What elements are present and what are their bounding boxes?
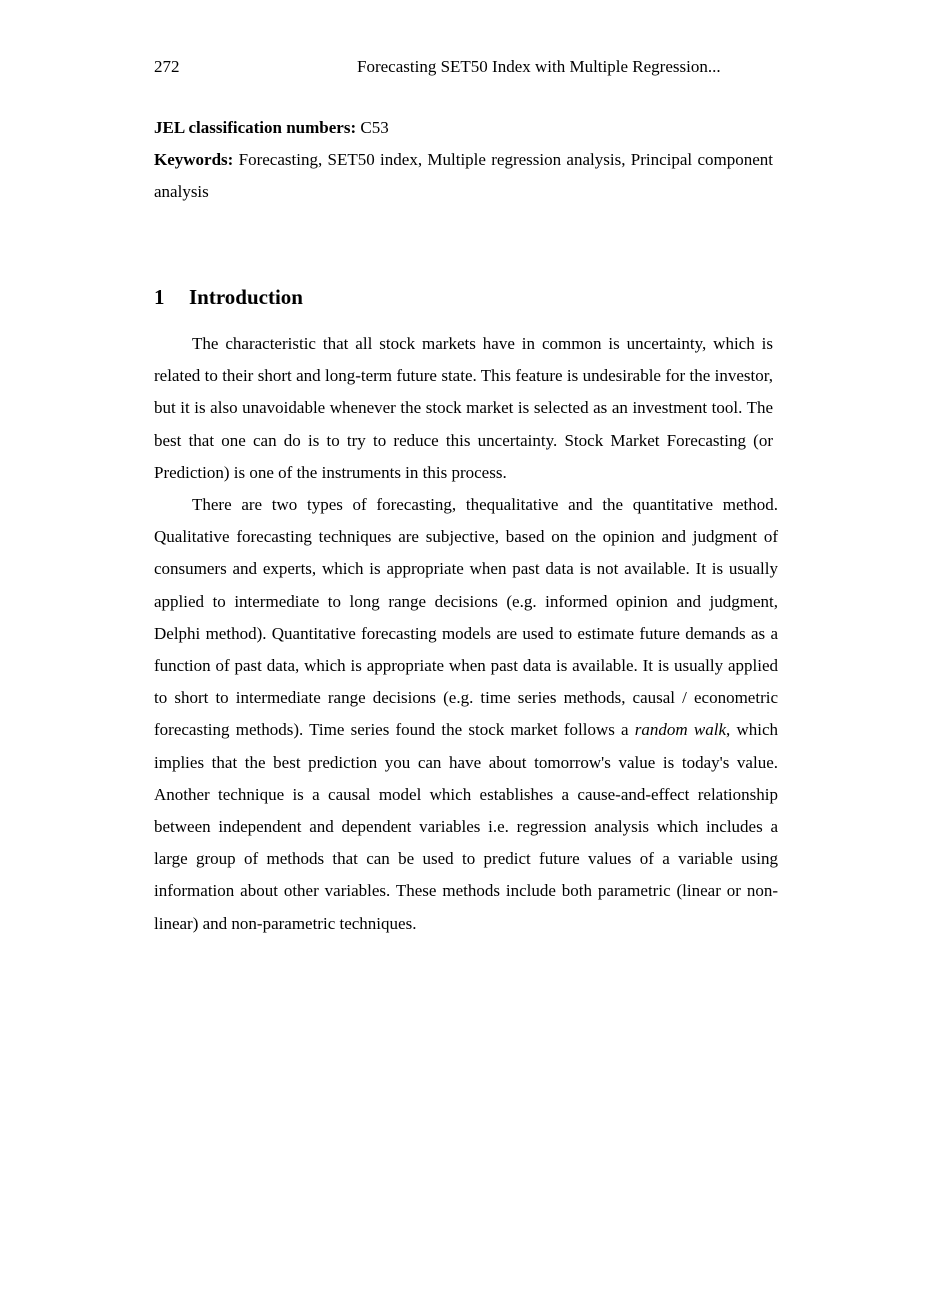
keywords-label: Keywords: — [154, 150, 234, 169]
page-number: 272 — [154, 57, 180, 76]
paragraph-2-italic-term: random walk — [634, 720, 726, 740]
keywords — [154, 144, 773, 208]
paragraph-2-part-2: , which implies that the best prediction you can have about tomorrow's value is today's value. Another technique is a causal model which establishes a cause-and-effect relationship between independent and dependent variables i.e. regression analysis which includes a large group of methods that can be used to predict future values of a variable using information about other variables. These methods include both parametric (linear or non-linear) and non-parametric techniques. — [154, 720, 778, 933]
running-title: Forecasting SET50 Index with Multiple Regression... — [357, 57, 721, 76]
section-heading — [154, 283, 303, 311]
section-title: Introduction — [189, 285, 303, 309]
paragraph-2-part-1: There are two types of forecasting, thequalitative and the quantitative method. Qualitative forecasting techniques are subjective, based on the opinion and judgment of consumers and experts, which is appropriate when past data is not available. It is usually applied to intermediate to long range decisions (e.g. informed opinion and judgment, Delphi method). Quantitative forecasting models are used to estimate future demands as a function of past data, which is appropriate when past data is available. It is usually applied to short to intermediate range decisions (e.g. time series methods, causal / econometric forecasting methods). Time series found the stock market follows a — [154, 495, 778, 740]
article-metadata — [154, 112, 773, 208]
jel-label: JEL classification numbers: — [154, 118, 357, 137]
introduction-body — [154, 328, 778, 940]
section-number: 1 — [154, 285, 165, 309]
keywords-value: Forecasting, SET50 index, Multiple regression analysis, Principal component analysis — [154, 150, 773, 201]
jel-value: C53 — [360, 118, 389, 137]
paragraph-2 — [154, 489, 778, 940]
paragraph-1: The characteristic that all stock markets have in common is uncertainty, which is related to their short and long-term future state. This feature is undesirable for the investor, but it is also unavoidable whenever the stock market is selected as an investment tool. The best that one can do is to try to reduce this uncertainty. Stock Market Forecasting (or Prediction) is one of the instruments in this process. — [154, 334, 773, 482]
jel-classification — [154, 112, 773, 144]
